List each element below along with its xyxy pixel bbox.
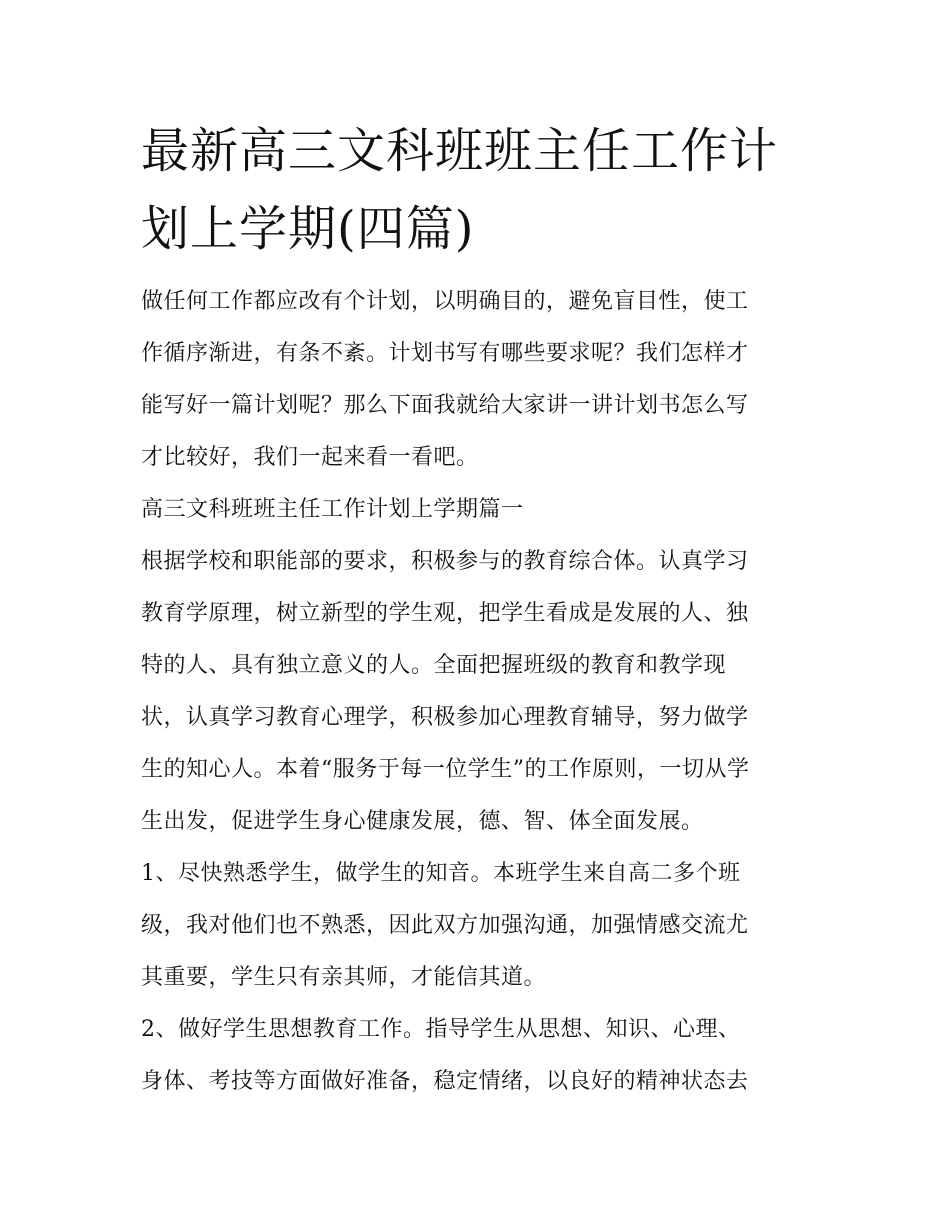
body-paragraph [141, 536, 813, 848]
list-item-2 [141, 1004, 813, 1108]
body-line: 特的人、具有独立意义的人。全面把握班级的教育和教学现 [141, 653, 727, 678]
intro-line: 做任何工作都应改有个计划，以明确目的，避免盲目性，使工 [141, 289, 749, 314]
title-line: 划上学期(四篇) [141, 201, 475, 257]
body-line: 根据学校和职能部的要求，积极参与的教育综合体。认真学习 [141, 549, 749, 574]
body-line: 生的知心人。本着“服务于每一位学生”的工作原则，一切从学 [141, 757, 750, 782]
intro-line: 能写好一篇计划呢？那么下面我就给大家讲一讲计划书怎么写 [141, 393, 749, 418]
list-item-line: 身体、考技等方面做好准备，稳定情绪，以良好的精神状态去 [141, 1069, 749, 1094]
section-heading [141, 484, 813, 536]
list-item-line: 级，我对他们也不熟悉，因此双方加强沟通，加强情感交流尤 [141, 913, 749, 938]
body-line: 教育学原理，树立新型的学生观，把学生看成是发展的人、独 [141, 601, 749, 626]
list-item-line: 其重要，学生只有亲其师，才能信其道。 [141, 965, 547, 990]
intro-paragraph [141, 276, 813, 484]
title-line: 最新高三文科班班主任工作计 [141, 123, 779, 179]
list-item-line: 1、尽快熟悉学生，做学生的知音。本班学生来自高二多个班 [141, 861, 741, 886]
intro-line: 作循序渐进，有条不紊。计划书写有哪些要求呢？我们怎样才 [141, 341, 749, 366]
intro-line: 才比较好，我们一起来看一看吧。 [141, 445, 479, 470]
section-heading-text: 高三文科班班主任工作计划上学期篇一 [141, 497, 524, 522]
list-item-1 [141, 848, 813, 1004]
list-item-line: 2、做好学生思想教育工作。指导学生从思想、知识、心理、 [141, 1017, 741, 1042]
document-title [141, 112, 813, 268]
body-line: 生出发，促进学生身心健康发展，德、智、体全面发展。 [141, 809, 704, 834]
document-content [141, 112, 813, 1108]
body-line: 状，认真学习教育心理学，积极参加心理教育辅导，努力做学 [141, 705, 749, 730]
